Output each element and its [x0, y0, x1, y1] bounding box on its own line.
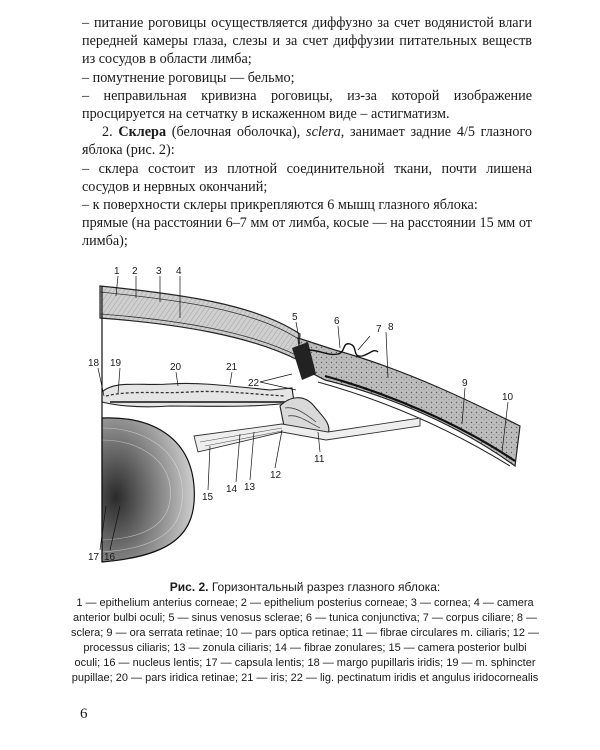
figure-label: 15 [202, 492, 214, 503]
sclera-rest: , занимает задние 4/5 глазного яблока (рис. 2): [82, 124, 532, 159]
figure-label: 19 [110, 358, 122, 369]
page-number: 6 [80, 706, 88, 722]
eye-section-figure [70, 256, 540, 576]
figure-label: 9 [462, 378, 468, 389]
figure-label: 3 [156, 266, 162, 277]
paragraph: – неправильная кривизна роговицы, из-за которой изображение просцируется на сетчатку в искаженном виде – астигматизм. [82, 87, 532, 123]
body-text [82, 14, 532, 251]
figure-label: 6 [334, 316, 340, 327]
figure-label: 8 [388, 322, 394, 333]
paragraph: прямые (на расстоянии 6–7 мм от лимба, косые — на расстоянии 15 мм от лимба); [82, 215, 532, 250]
figure-label: 4 [176, 266, 182, 277]
figure-label: 5 [292, 312, 298, 323]
figure-label: 11 [314, 454, 325, 465]
figure-label: 2 [132, 266, 138, 277]
sclera-paren: (белочная оболочка), [166, 124, 307, 141]
sclera-term: Склера [118, 124, 167, 141]
figure-label: 17 [88, 552, 100, 563]
paragraph-sclera [82, 123, 532, 159]
figure-label: 12 [270, 470, 282, 481]
figure-label: 22 [248, 378, 260, 389]
figure-caption [70, 580, 540, 686]
sclera-latin: sclera [306, 124, 341, 141]
paragraph: – помутнение роговицы — бельмо; [82, 69, 295, 86]
paragraph: – склера состоит из плотной соединительной ткани, почти лишена сосудов и нервных окончаний; [82, 160, 532, 195]
illustration-shapes [100, 286, 520, 562]
paragraph: – к поверхности склеры прикрепляются 6 мышц глазного яблока: [82, 197, 478, 214]
caption-title: Горизонтальный разрез глазного яблока: [208, 580, 441, 594]
figure-label: 1 [114, 266, 120, 277]
figure-label: 20 [170, 362, 182, 373]
caption-title-line [70, 580, 540, 595]
figure-label: 13 [244, 482, 256, 493]
figure-label: 18 [88, 358, 100, 369]
paragraph: – питание роговицы осуществляется диффузно за счет водянистой влаги передней камеры глаза, слезы и за счет диффузии питательных веществ из сосудов в области лимба; [82, 15, 532, 68]
eye-section-drawing [70, 256, 540, 576]
figure-label: 10 [502, 392, 514, 403]
figure-label: 16 [104, 552, 116, 563]
caption-prefix: Рис. 2. [169, 580, 209, 594]
figure-label: 21 [226, 362, 238, 373]
section-number: 2. [102, 124, 113, 141]
figure-label: 7 [376, 324, 382, 335]
figure-label: 14 [226, 484, 238, 495]
caption-legend: 1 — epithelium anterius corneae; 2 — epithelium posterius corneae; 3 — cornea; 4 — camera anterior bulbi oculi; 5 — sinus venosus sclerae; 6 — tunica conjunctiva; 7 — corpus ciliare; 8 — sclera; 9 — ora serrata retinae; 10 — pars optica retinae; 11 — fibrae circulares m. ciliaris; 12 — processus ciliaris; 13 — zonula ciliaris; 14 — fibrae zonulares; 15 — camera posterior bulbi oculi; 16 — nucleus lentis; 17 — capsula lentis; 18 — margo pupillaris iridis; 19 — m. sphincter pupillae; 20 — pars iridica retinae; 21 — iris; 22 — lig. pectinatum iridis et angulus iridocornealis [70, 597, 540, 684]
